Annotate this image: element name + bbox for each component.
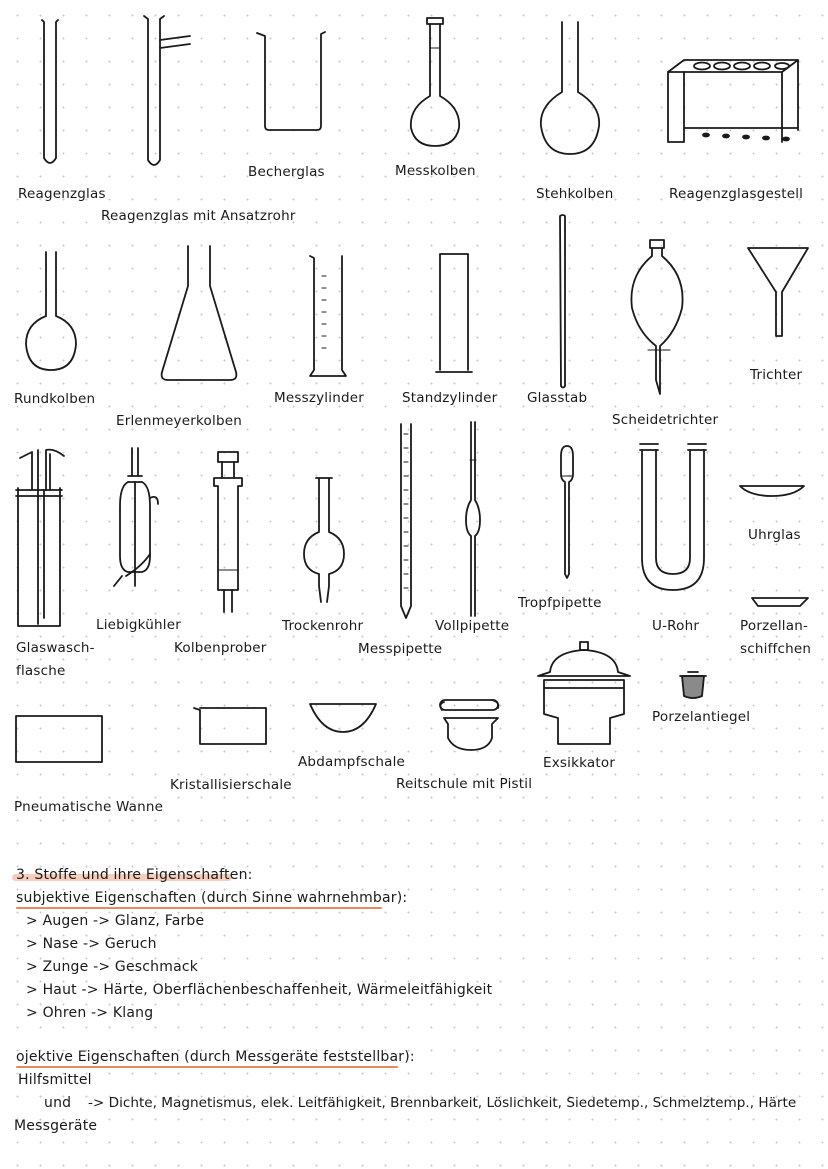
- label-porzellanschiffchen-1: Porzellan-: [740, 618, 809, 634]
- objective-messgeraete: Messgeräte: [14, 1118, 98, 1134]
- stehkolben-drawing: [535, 20, 605, 158]
- objective-und: und: [44, 1095, 72, 1111]
- u-rohr-drawing: [636, 442, 710, 594]
- objective-title-underline: [16, 1066, 398, 1068]
- exsikkator-drawing: [534, 640, 634, 752]
- rundkolben-drawing: [22, 250, 82, 374]
- label-trichter: Trichter: [750, 367, 803, 383]
- reagenzglasgestell-drawing: [664, 58, 802, 146]
- label-becherglas: Becherglas: [248, 164, 325, 180]
- label-reagenzglasgestell: Reagenzglasgestell: [669, 186, 804, 202]
- messkolben-drawing: [405, 16, 465, 152]
- glasstab-drawing: [555, 214, 571, 390]
- label-tropfpipette: Tropfpipette: [518, 595, 602, 611]
- kristallisierschale-drawing: [192, 706, 276, 748]
- reagenzglas-ansatzrohr-drawing: [140, 14, 200, 174]
- label-vollpipette: Vollpipette: [435, 618, 510, 634]
- trockenrohr-drawing: [300, 476, 350, 606]
- label-glasstab: Glasstab: [527, 390, 588, 406]
- liebigkuehler-drawing: [112, 446, 164, 592]
- trichter-drawing: [746, 244, 812, 340]
- label-uhrglas: Uhrglas: [748, 527, 801, 543]
- label-rundkolben: Rundkolben: [14, 391, 96, 407]
- label-reagenzglas-ansatzrohr: Reagenzglas mit Ansatzrohr: [101, 208, 296, 224]
- label-stehkolben: Stehkolben: [536, 186, 614, 202]
- label-exsikkator: Exsikkator: [543, 755, 616, 771]
- label-scheidetrichter: Scheidetrichter: [612, 412, 719, 428]
- scheidetrichter-drawing: [626, 238, 692, 400]
- label-erlenmeyerkolben: Erlenmeyerkolben: [116, 413, 242, 429]
- label-kristallisierschale: Kristallisierschale: [170, 777, 292, 793]
- kolbenprober-drawing: [210, 450, 246, 616]
- subjective-title: subjektive Eigenschaften (durch Sinne wahrnehmbar):: [16, 890, 408, 906]
- erlenmeyerkolben-drawing: [158, 244, 240, 384]
- porzellanschiffchen-drawing: [750, 596, 814, 610]
- reagenzglas-drawing: [38, 18, 68, 168]
- tropfpipette-drawing: [555, 444, 579, 580]
- subjective-item-nase: > Nase -> Geruch: [26, 936, 157, 952]
- becherglas-drawing: [255, 30, 335, 134]
- label-porzellanschiffchen-2: schiffchen: [740, 641, 812, 657]
- label-u-rohr: U-Rohr: [652, 618, 700, 634]
- messzylinder-drawing: [306, 254, 350, 380]
- label-trockenrohr: Trockenrohr: [282, 618, 364, 634]
- label-porzelantiegel: Porzelantiegel: [652, 709, 751, 725]
- label-liebigkuehler: Liebigkühler: [96, 617, 181, 633]
- label-abdampfschale: Abdampfschale: [298, 754, 406, 770]
- standzylinder-drawing: [434, 252, 476, 376]
- label-messzylinder: Messzylinder: [274, 390, 364, 406]
- label-reitschule: Reitschule mit Pistil: [396, 776, 533, 792]
- label-messkolben: Messkolben: [395, 163, 476, 179]
- subjective-item-ohren: > Ohren -> Klang: [26, 1005, 154, 1021]
- label-kolbenprober: Kolbenprober: [174, 640, 267, 656]
- messpipette-drawing: [396, 420, 416, 620]
- objective-hilfsmittel: Hilfsmittel: [18, 1072, 92, 1088]
- subjective-item-augen: > Augen -> Glanz, Farbe: [26, 913, 205, 929]
- objective-properties: -> Dichte, Magnetismus, elek. Leitfähigkeit, Brennbarkeit, Löslichkeit, Siedetemp., Schmelztemp., Härte: [88, 1095, 797, 1111]
- vollpipette-drawing: [462, 420, 484, 620]
- label-messpipette: Messpipette: [358, 641, 443, 657]
- section-heading: 3. Stoffe und ihre Eigenschaften:: [16, 867, 253, 883]
- subjective-item-zunge: > Zunge -> Geschmack: [26, 959, 199, 975]
- reitschule-pistil-drawing: [434, 692, 506, 756]
- objective-title: ojektive Eigenschaften (durch Messgeräte feststellbar):: [16, 1049, 415, 1065]
- label-glaswaschflasche-2: flasche: [16, 663, 66, 679]
- subjective-item-haut: > Haut -> Härte, Oberflächenbeschaffenheit, Wärmeleitfähigkeit: [26, 982, 493, 998]
- label-pneumatische-wanne: Pneumatische Wanne: [14, 799, 164, 815]
- label-glaswaschflasche-1: Glaswasch-: [16, 640, 95, 656]
- uhrglas-drawing: [738, 482, 808, 500]
- subjective-title-underline: [16, 907, 382, 909]
- pneumatische-wanne-drawing: [14, 714, 106, 766]
- label-reagenzglas: Reagenzglas: [18, 186, 106, 202]
- glaswaschflasche-drawing: [12, 448, 68, 632]
- label-standzylinder: Standzylinder: [402, 390, 498, 406]
- porzelantiegel-drawing: [678, 670, 708, 702]
- abdampfschale-drawing: [308, 702, 380, 736]
